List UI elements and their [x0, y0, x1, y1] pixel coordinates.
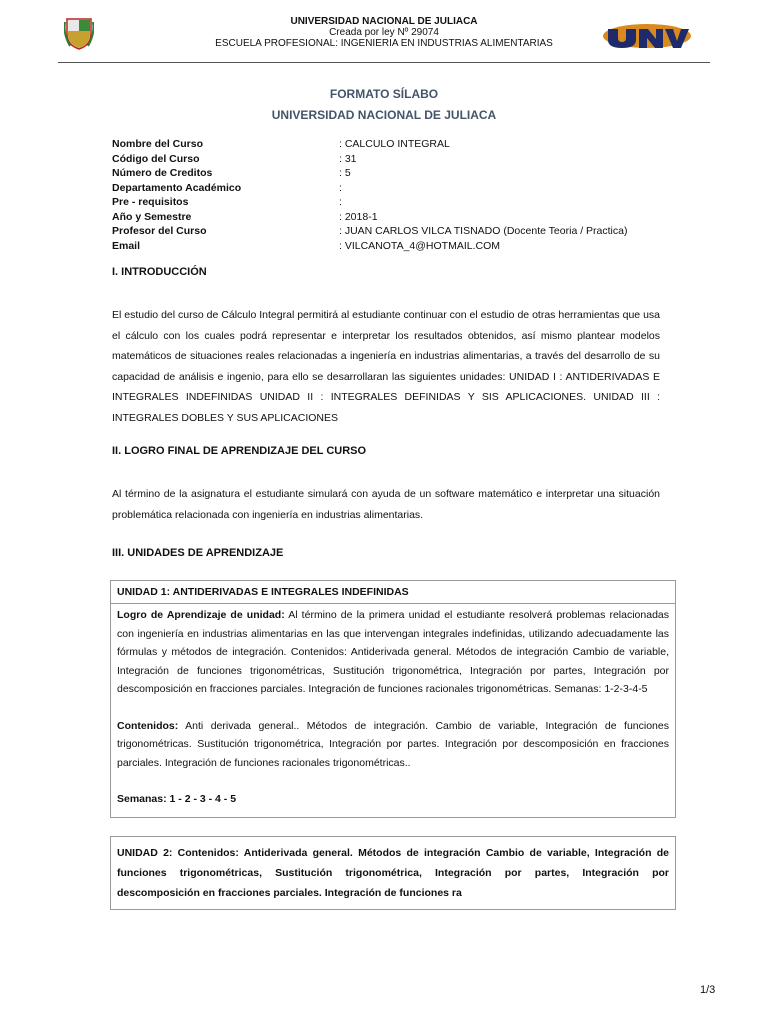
unit2-box	[110, 836, 676, 910]
unit1-semanas: Semanas: 1 - 2 - 3 - 4 - 5	[117, 793, 237, 805]
page-number: 1/3	[700, 984, 716, 996]
info-value: : 2018-1	[339, 210, 378, 223]
unit1-logro-label: Logro de Aprendizaje de unidad:	[117, 609, 285, 621]
info-row	[112, 181, 712, 196]
title-line-1: FORMATO SÍLABO	[329, 87, 439, 101]
info-value: : 31	[339, 152, 357, 165]
document-title	[0, 84, 768, 126]
info-row	[112, 137, 712, 152]
info-label: Pre - requisitos	[112, 196, 189, 208]
header-school: ESCUELA PROFESIONAL: INGENIERIA EN INDUSTRIAS ALIMENTARIAS	[215, 38, 553, 49]
header-university: UNIVERSIDAD NACIONAL DE JULIACA	[290, 16, 478, 27]
header-law: Creada por ley Nº 29074	[329, 27, 439, 38]
info-label: Departamento Académico	[112, 181, 242, 194]
intro-paragraph: El estudio del curso de Cálculo Integral permitirá al estudiante continuar con el estudio de otras herramientas que usa el cálculo con los cuales podrá representar e interpretar los resultados obtenidos, así mismo plantear modelos matemáticos de situaciones reales relacionadas a ingeniería en industrias alimentarias, a través del desarrollo de su capacidad de análisis e ingenio, para ello se desarrollaran las siguientes unidades: UNIDAD I : ANTIDERIVADAS E INTEGRALES INDEFINIDAS UNIDAD II : INTEGRALES DEFINIDAS Y SIS APLICACIONES. UNIDAD III : INTEGRALES DOBLES Y SUS APLICACIONES	[112, 309, 660, 424]
info-value: :	[339, 196, 342, 208]
info-row	[112, 152, 712, 167]
unidades-heading: III. UNIDADES DE APRENDIZAJE	[112, 547, 284, 559]
info-row	[112, 195, 712, 210]
unit2-text: UNIDAD 2: Contenidos: Antiderivada general. Métodos de integración Cambio de variable, Integración de funciones trigonométricas, Sustitución trigonométrica, Integración por partes, Integración por descomposición en fracciones parciales. Integración de funciones ra	[117, 847, 669, 899]
info-value: : CALCULO INTEGRAL	[339, 138, 450, 150]
unit1-heading: UNIDAD 1: ANTIDERIVADAS E INTEGRALES INDEFINIDAS	[111, 581, 675, 604]
info-label: Número de Creditos	[112, 167, 213, 179]
header-divider	[58, 62, 710, 63]
info-row	[112, 166, 712, 181]
info-label: Código del Curso	[112, 152, 200, 165]
unit1-contenidos-text: Anti derivada general.. Métodos de integración. Cambio de variable, Integración de funciones trigonométricas. Sustitución trigonométrica, Integración por partes. Integración por descomposición en fracciones parciales. Integración de funciones racionales trigonométricas..	[117, 719, 669, 769]
unit1-logro	[117, 606, 669, 699]
unit1-logro-text: Al término de la primera unidad el estudiante resolverá problemas relacionadas con ingeniería en industrias alimentarias en las que intervengan integrales indefinidas, utilizando adecuadamente las fórmulas y métodos de integración. Contenidos: Antiderivada general. Métodos de integración Cambio de variable, Integración de funciones trigonométricas, Sustitución trigonométrica, Integración por partes, Integración por descomposición en fracciones parciales. Integración de funciones racionales trigonométricas. Semanas: 1-2-3-4-5	[117, 609, 669, 695]
info-label: Profesor del Curso	[112, 225, 207, 237]
title-line-2: UNIVERSIDAD NACIONAL DE JULIACA	[271, 108, 497, 122]
unit1-body	[111, 604, 675, 817]
info-value: :	[339, 181, 342, 194]
intro-heading: I. INTRODUCCIÓN	[112, 266, 207, 278]
info-row	[112, 210, 712, 225]
info-label: Email	[112, 239, 141, 252]
unaj-logo	[602, 20, 692, 50]
info-value: : 5	[339, 167, 351, 179]
unit1-contenidos-label: Contenidos:	[117, 719, 179, 732]
unit1-contenidos	[117, 717, 669, 773]
info-value: : VILCANOTA_4@HOTMAIL.COM	[339, 239, 500, 252]
info-row	[112, 224, 712, 239]
logro-heading: II. LOGRO FINAL DE APRENDIZAJE DEL CURSO	[112, 445, 367, 457]
unit1-box	[110, 580, 676, 818]
document-header	[0, 12, 768, 52]
info-row	[112, 239, 712, 254]
info-label: Año y Semestre	[112, 210, 192, 223]
course-info-table	[112, 137, 712, 253]
logro-paragraph: Al término de la asignatura el estudiante simulará con ayuda de un software matemático e interpretar una situación problemática relacionada con ingeniería en industrias alimentarias.	[112, 488, 660, 521]
info-value: : JUAN CARLOS VILCA TISNADO (Docente Teoria / Practica)	[339, 225, 628, 237]
info-label: Nombre del Curso	[112, 138, 204, 150]
